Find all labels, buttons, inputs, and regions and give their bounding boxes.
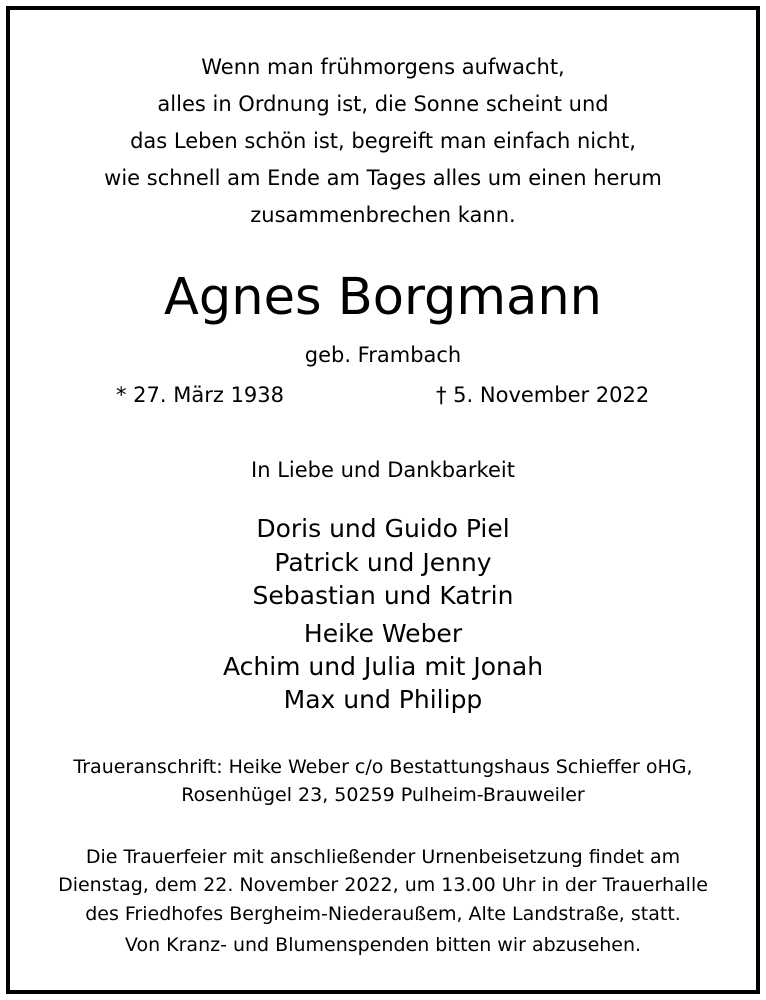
poem-line: wie schnell am Ende am Tages alles um einen herum bbox=[104, 166, 662, 190]
ceremony-line: Von Kranz- und Blumenspenden bitten wir abzusehen. bbox=[124, 934, 642, 956]
poem-line: das Leben schön ist, begreift man einfach nicht, bbox=[130, 129, 636, 153]
birth-date: * 27. März 1938 bbox=[116, 383, 285, 407]
dedication: In Liebe und Dankbarkeit bbox=[251, 458, 515, 482]
mourner-line: Max und Philipp bbox=[283, 685, 483, 714]
address-line: Rosenhügel 23, 50259 Pulheim-Brauweiler bbox=[181, 784, 585, 806]
poem-line: alles in Ordnung ist, die Sonne scheint und bbox=[157, 92, 609, 116]
poem-line: Wenn man frühmorgens aufwacht, bbox=[201, 55, 565, 79]
deceased-name: Agnes Borgmann bbox=[164, 268, 602, 327]
mourner-line: Sebastian und Katrin bbox=[252, 581, 514, 610]
mourner-line: Achim und Julia mit Jonah bbox=[222, 652, 544, 681]
ceremony-line: des Friedhofes Bergheim-Niederaußem, Alte Landstraße, statt. bbox=[85, 903, 681, 925]
maiden-name: geb. Frambach bbox=[304, 343, 462, 367]
ceremony-line: Die Trauerfeier mit anschließender Urnenbeisetzung findet am bbox=[85, 846, 681, 868]
poem-line: zusammenbrechen kann. bbox=[250, 203, 516, 227]
mourner-line: Patrick und Jenny bbox=[274, 548, 492, 577]
address-line: Traueranschrift: Heike Weber c/o Bestattungshaus Schieffer oHG, bbox=[73, 756, 693, 778]
death-date: † 5. November 2022 bbox=[436, 383, 650, 407]
ceremony-line: Dienstag, dem 22. November 2022, um 13.00 Uhr in der Trauerhalle bbox=[58, 874, 708, 896]
mourner-line: Heike Weber bbox=[303, 619, 463, 648]
mourner-line: Doris und Guido Piel bbox=[256, 514, 510, 543]
